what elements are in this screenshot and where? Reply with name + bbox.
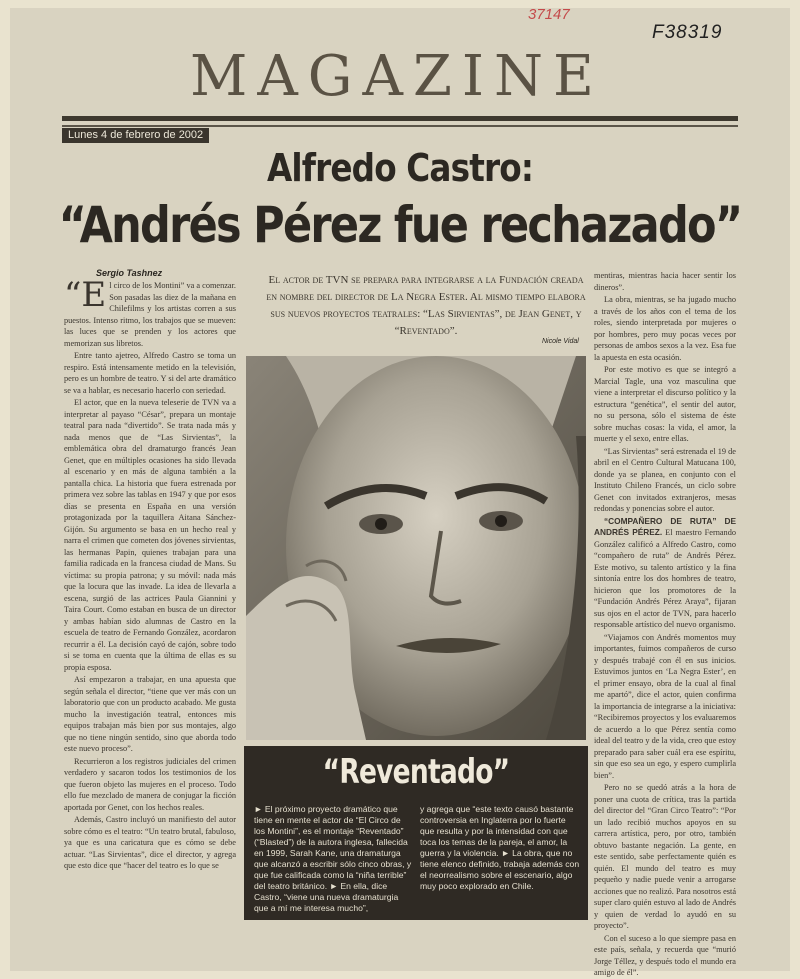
archive-number-top: 37147 <box>528 6 570 23</box>
article-paragraph: l circo de los Montini” va a comenzar. Son pasadas las diez de la mañana en Chilefilms y los artistas corren a sus puestos. Intenso ritmo, los trabajos que se mueven: las luces que se prenden y los actores que memorizan sus libretos. <box>64 281 236 348</box>
article-paragraph: “Viajamos con Andrés momentos muy importantes, fuimos compañeros de curso y después trabajé con él en sus inicios. Estuvimos juntos en ‘La Negra Ester’, en el primer ensayo, obra de la cual al final me apartó”, dice el actor, quien confirma la importancia de integrarse a la iniciativa: “Recibiremos proyectos y los evaluaremos de acuerdo a lo que Pérez sentía como ideal del teatro y de la vida, creo que estoy preparado para saber cuál era ese espíritu, sin que eso sea un ego, y espero cumplirla bien”. <box>594 632 736 780</box>
article-paragraph: Entre tanto ajetreo, Alfredo Castro se toma un respiro. Está intensamente metido en la televisión, pero es un hombre de teatro. Y si del arte dramático se va a hablar, es necesario hacerlo con seriedad. <box>64 351 236 395</box>
sidebar-title: “Reventado” <box>322 752 510 792</box>
article-paragraph: Pero no se quedó atrás a la hora de poner una cuota de crítica, tras la partida del director del “Gran Circo Teatro”: “Por un lado recibió muchos apoyos en su carrera artística, pero, por otro, también obtuvo bastante negación. La gente, en este sentido, sabe perfectamente quién es quién. El mundo del teatro es muy pequeño y nadie puede venir a arrogarse acciones que no realizó. Para nosotros está super claro quién estuvo al lado de Andrés y quien de verdad lo ayudó en su proyecto”. <box>594 783 736 930</box>
dropcap: “E <box>64 275 107 315</box>
article-paragraph: Así empezaron a trabajar, en una apuesta que según señala el director, “tiene que ver más con un laboratorio que con un producto acabado. Me gusta mucho la investigación teatral, entonces mis equipos trabajan más bien por sus montajes, algo que no tiene ningún sentido, sino que aborda todo este nuevo proceso”. <box>64 675 236 753</box>
portrait-illustration <box>246 356 586 740</box>
masthead: MAGAZINE <box>190 44 604 109</box>
article-paragraph: La obra, mientras, se ha jugado mucho a través de los años con el tema de los roles, siendo interpretada por mujeres o por hombres, pero muy pocas veces por personas de ambos sexos a la vez. Esa fue la apuesta en esta ocasión. <box>594 295 736 362</box>
masthead-rule-thin <box>62 125 738 127</box>
archive-number-right: F38319 <box>652 22 723 43</box>
issue-date: Lunes 4 de febrero de 2002 <box>62 128 209 143</box>
article-column-right <box>594 270 737 977</box>
article-paragraph: Además, Castro incluyó un manifiesto del autor sobre cómo es el teatro: “Un teatro brutal, fabuloso, ya que es una caricatura que es cómo se debe actuar. “Las Sirvientas”, dice el director, y agrega que esto dice que “hacer del teatro es lo que se <box>64 815 236 870</box>
article-deck: El actor de TVN se prepara para integrarse a la Fundación creada en nombre del director de La Negra Ester. Al mismo tiempo elabora sus nuevos proyectos teatrales: “Las Sirvientas”, de Jean Genet, y “Reventado”. <box>266 274 586 337</box>
article-paragraph: Recurrieron a los registros judiciales del crimen verdadero y sacaron todos los testimonios de los que fueron objeto las mujeres en el proceso. Todo ello fue mezclado de manera de conjugar la ficción aportada por Genet, con los hechos reales. <box>64 756 236 812</box>
article-subhead: “COMPAÑERO DE RUTA” DE ANDRÉS PÉREZ. <box>594 515 736 537</box>
sidebar-column-1: ► El próximo proyecto dramático que tiene en mente el actor de “El Circo de los Montini”, es el montaje “Reventado” (“Blasted”) de la autora inglesa, fallecida en 1999, Sarah Kane, una dramaturga que alcanzó a escribir sólo cinco obras, y que fue calificada como la “niña terrible” del teatro británico. ► En ella, dice Castro, “viene una nueva dramaturgia que a mí me interesa mucho”, <box>254 804 412 913</box>
article-paragraph: mentiras, mientras hacia hacer sentir los dineros”. <box>594 271 736 292</box>
article-paragraph: El maestro Fernando González calificó a Alfredo Castro, como “compañero de ruta” de Andrés Pérez. Este motivo, su talento artístico y la fina sintonía entre los dos hombres de teatro, hicieron que los promotores de la “Fundación Andrés Pérez Araya”, fijaran sus ojos en el actor de TVN, para hacerlo responsable artístico del nuevo organismo. <box>594 528 737 629</box>
sidebar-column-2: y agrega que “este texto causó bastante controversia en Inglaterra por lo fuerte que resulta y por la intensidad con que toca los temas de la pareja, el amor, la guerra y la violencia. ► La obra, que no tiene elenco definido, trabaja además con el neorrealismo sobre el escenario, algo muy poco explorado en Chile. <box>420 804 580 891</box>
article-paragraph: Por este motivo es que se integró a Marcial Tagle, una voz masculina que viene a interpretar el discurso político y la estructura “genética”, el sentir del autor, no su persona, sólo el sistema de éste sobre muchas cosas: la vida, el amor, la muerte y el sexo, entre ellas. <box>594 365 736 443</box>
portrait-photo <box>246 356 586 740</box>
masthead-rule-thick <box>62 116 738 121</box>
photo-credit: Nicole Vidal <box>542 338 579 345</box>
headline-line-2: “Andrés Pérez fue rechazado” <box>58 196 742 254</box>
sidebar-box <box>244 746 588 920</box>
article-paragraph: Con el suceso a lo que siempre pasa en este país, señala, y recuerda que “murió Jorge Téllez, y después todo el mundo era amigo de él”. <box>594 933 736 977</box>
article-paragraph: El actor, que en la nueva teleserie de TVN va a interpretar al payaso “César”, prepara un montaje teatral para nada “divertido”. Se trata nada más y nada menos que de “Las Sirvientas”, la emblemática obra del dramaturgo francés Jean Genet, que en múltiples ocasiones ha sido llevada al escenario y en más de alguna también a la pantalla chica. La historia que fuera estrenada por primera vez sobre las tablas en 1947 y que por esos días se presenta en España en una versión protagonizada por la taquillera Aitana Sánchez-Gijón. Su argumento se basa en un hecho real y narra el crimen que cometen dos jóvenes sirvientas, las hermanas Papin, quienes trabajan para una familia radicada en la francesa ciudad de Mans. Su víctima: su propia patrona; y su móvil: nada más que la locura que las invade. La idea de llevarla a escena, surgió de las actrices Paula Giannini y Taira Court. Como estaban en busca de un director y ambas habían sido alumnas de Castro en la escuela de teatro de Fernando González, acordaron recurrir a él. La decisión cayó de cajón, sobre todo si se toma en cuenta que la última de ellas es su propia esposa. <box>64 398 236 672</box>
article-column-left <box>64 275 236 956</box>
byline: Sergio Tashnez <box>96 268 163 278</box>
article-paragraph: “Las Sirvientas” será estrenada el 19 de abril en el Centro Cultural Matucana 100, donde ya se planea, en conjunto con el Instituto Chileno Francés, un ciclo sobre Genet con invitados extranjeros, mesas redondas y ponencias sobre el autor. <box>594 446 736 513</box>
headline-line-1: Alfredo Castro: <box>266 146 534 190</box>
